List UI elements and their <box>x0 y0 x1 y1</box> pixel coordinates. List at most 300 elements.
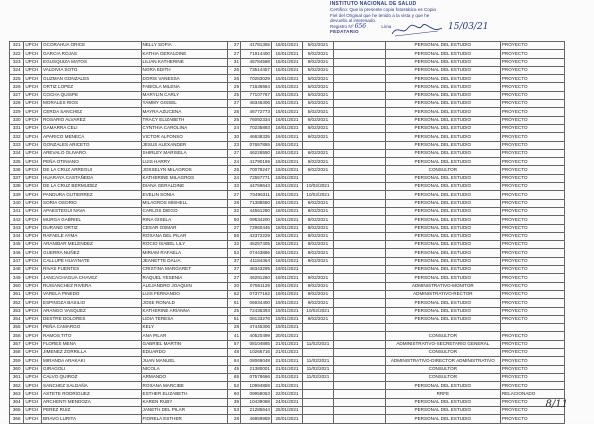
cell-document-id: 44561280 <box>241 207 272 215</box>
cell-role: PERSONAL DEL ESTUDIO <box>385 382 500 390</box>
cell-document-id: 46638335 <box>241 133 272 141</box>
cell-blank <box>333 183 385 191</box>
cell-role: PERSONAL DEL ESTUDIO <box>385 83 500 91</box>
cell-blank <box>333 340 385 348</box>
cell-end-date <box>302 407 333 415</box>
cell-first-name: NORA EDITH <box>141 66 227 74</box>
cell-document-id: 07443886 <box>241 249 272 257</box>
cell-institution: UPCH <box>24 91 42 99</box>
cell-document-id: 44759643 <box>241 183 272 191</box>
cell-category: PROYECTO <box>500 149 564 157</box>
cell-role: PERSONAL DEL ESTUDIO <box>385 75 500 83</box>
cell-institution: UPCH <box>24 299 42 307</box>
cell-age: 28 <box>227 199 240 207</box>
cell-last-name: RUISANCHEZ RIVERA <box>42 282 142 290</box>
cell-blank <box>333 249 385 257</box>
cell-blank <box>333 91 385 99</box>
cell-start-date: 15/01/2021 <box>272 66 303 74</box>
cell-first-name: KAREN RUBY <box>141 398 227 406</box>
cell-first-name: CRISTINA MARGARET <box>141 266 227 274</box>
table-row <box>10 324 565 332</box>
cell-role: PERSONAL DEL ESTUDIO <box>385 191 500 199</box>
cell-start-date: 16/01/2021 <box>272 191 303 199</box>
cell-institution: UPCH <box>24 407 42 415</box>
cell-age: 29 <box>227 83 240 91</box>
cell-blank <box>333 166 385 174</box>
cell-document-id: 46226550 <box>241 149 272 157</box>
cell-category: PROYECTO <box>500 100 564 108</box>
cell-role: CONSULTOR <box>385 332 500 340</box>
cell-category: PROYECTO <box>500 241 564 249</box>
cell-last-name: JIMENEZ ZORRILLA <box>42 348 142 356</box>
cell-end-date <box>302 348 333 356</box>
cell-category: RELACIONADO <box>500 390 564 398</box>
cell-role: PERSONAL DEL ESTUDIO <box>385 199 500 207</box>
cell-first-name: LIDIA TERESA <box>141 315 227 323</box>
cell-end-date <box>302 415 333 423</box>
cell-end-date <box>302 398 333 406</box>
cell-first-name: FABIOLA MILENA <box>141 83 227 91</box>
cell-category <box>500 324 564 332</box>
cell-category: PROYECTO <box>500 42 564 50</box>
cell-role: PERSONAL DEL ESTUDIO <box>385 141 500 149</box>
cell-institution: UPCH <box>24 183 42 191</box>
cell-institution: UPCH <box>24 75 42 83</box>
cell-age: 52 <box>227 382 240 390</box>
table-row <box>10 199 565 207</box>
cell-category: PROYECTO <box>500 66 564 74</box>
cell-role: PERSONAL DEL ESTUDIO <box>385 224 500 232</box>
cell-blank <box>333 257 385 265</box>
cell-role: PERSONAL DEL ESTUDIO <box>385 174 500 182</box>
cell-category: PROYECTO <box>500 274 564 282</box>
cell-end-date: 9/02/2021 <box>302 299 333 307</box>
cell-last-name: CALLUPE HUAYNATE <box>42 257 142 265</box>
table-row <box>10 183 565 191</box>
page-number-handwritten: 8/11 <box>545 399 568 410</box>
cell-blank <box>333 108 385 116</box>
cell-age: 28 <box>227 415 240 423</box>
cell-end-date: 9/02/2021 <box>302 282 333 290</box>
cell-blank <box>333 415 385 423</box>
cell-institution: UPCH <box>24 357 42 365</box>
cell-institution: UPCH <box>24 133 42 141</box>
cell-age: 25 <box>227 307 240 315</box>
cell-document-id: 07578666 <box>241 373 272 381</box>
cell-end-date: 6/02/2021 <box>302 166 333 174</box>
cell-last-name: GONZALES ARICETO <box>42 141 142 149</box>
cell-institution: UPCH <box>24 415 42 423</box>
table-row <box>10 116 565 124</box>
cell-document-id: 72960445 <box>241 224 272 232</box>
certification-stamp <box>330 2 500 40</box>
cell-age: 25 <box>227 116 240 124</box>
cell-row-number: 338 <box>10 183 24 191</box>
cell-start-date: 25/01/2021 <box>272 407 303 415</box>
cell-blank <box>333 232 385 240</box>
table-row <box>10 207 565 215</box>
cell-start-date: 18/01/2021 <box>272 249 303 257</box>
cell-start-date: 15/01/2021 <box>272 50 303 58</box>
cell-category: PROYECTO <box>500 50 564 58</box>
cell-blank <box>333 50 385 58</box>
cell-category: PROYECTO <box>500 124 564 132</box>
cell-row-number: 321 <box>10 42 24 50</box>
cell-end-date: 6/02/2021 <box>302 149 333 157</box>
cell-start-date: 15/01/2021 <box>272 42 303 50</box>
cell-age: 27 <box>227 191 240 199</box>
cell-institution: UPCH <box>24 83 42 91</box>
cell-first-name: VICTOR ALFONSO <box>141 133 227 141</box>
cell-role: PERSONAL DEL ESTUDIO <box>385 58 500 66</box>
cell-document-id: 08133276 <box>241 315 272 323</box>
cell-start-date: 16/01/2021 <box>272 141 303 149</box>
cell-end-date: 6/02/2021 <box>302 133 333 141</box>
table-row <box>10 216 565 224</box>
cell-role: RRFE <box>385 390 500 398</box>
cell-institution: UPCH <box>24 58 42 66</box>
cell-blank <box>333 274 385 282</box>
cell-start-date: 15/01/2021 <box>272 108 303 116</box>
cell-last-name: DEXTRE DOLORES <box>42 315 142 323</box>
table-row <box>10 91 565 99</box>
cell-role: PERSONAL DEL ESTUDIO <box>385 415 500 423</box>
cell-category: PROYECTO <box>500 83 564 91</box>
cell-last-name: JANCACHAGUA CHAVEZ <box>42 274 142 282</box>
cell-document-id: 40520499 <box>241 332 272 340</box>
cell-end-date: 8/02/2021 <box>302 216 333 224</box>
cell-row-number: 360 <box>10 365 24 373</box>
cell-blank <box>333 398 385 406</box>
cell-start-date: 15/01/2021 <box>272 83 303 91</box>
table-row <box>10 50 565 58</box>
cell-start-date: 18/01/2021 <box>272 241 303 249</box>
cell-first-name: MARYLIN CARLY <box>141 91 227 99</box>
table-row <box>10 149 565 157</box>
cell-end-date: 8/02/2021 <box>302 232 333 240</box>
cell-institution: UPCH <box>24 373 42 381</box>
cell-end-date: 6/02/2021 <box>302 158 333 166</box>
cell-document-id: 77107767 <box>241 91 272 99</box>
table-row <box>10 315 565 323</box>
cell-last-name: APARICO MENECA <box>42 133 142 141</box>
cell-blank <box>333 224 385 232</box>
cell-first-name: MILAGROS MISHELL <box>141 199 227 207</box>
cell-institution: UPCH <box>24 274 42 282</box>
cell-category: PROYECTO <box>500 199 564 207</box>
table-row <box>10 75 565 83</box>
cell-first-name: JOSSELYN MILAGROS <box>141 166 227 174</box>
cell-document-id: 71914400 <box>241 50 272 58</box>
cell-row-number: 335 <box>10 158 24 166</box>
cell-role: PERSONAL DEL ESTUDIO <box>385 398 500 406</box>
stamp-lima: Lima <box>381 23 392 29</box>
cell-institution: UPCH <box>24 348 42 356</box>
table-row <box>10 299 565 307</box>
cell-document-id: 07657855 <box>241 141 272 149</box>
cell-institution: UPCH <box>24 398 42 406</box>
cell-last-name: GUZMAN GONZALES <box>42 75 142 83</box>
cell-start-date: 15/01/2021 <box>272 91 303 99</box>
cell-role: ADMINISTRATIVO-RECTOR <box>385 290 500 298</box>
cell-institution: UPCH <box>24 207 42 215</box>
cell-age: 26 <box>227 66 240 74</box>
cell-last-name: OCORAHUA ORICE <box>42 42 142 50</box>
table-row <box>10 232 565 240</box>
cell-row-number: 366 <box>10 415 24 423</box>
cell-institution: UPCH <box>24 199 42 207</box>
cell-first-name: YAMMY GISSEL <box>141 100 227 108</box>
cell-end-date <box>302 382 333 390</box>
cell-row-number: 337 <box>10 174 24 182</box>
cell-first-name: EVELIN SONIA <box>141 191 227 199</box>
cell-category: PROYECTO <box>500 365 564 373</box>
cell-category: PROYECTO <box>500 183 564 191</box>
cell-institution: UPCH <box>24 266 42 274</box>
stamp-institution: INSTITUTO NACIONAL DE SALUD <box>330 1 417 7</box>
cell-role: PERSONAL DEL ESTUDIO <box>385 232 500 240</box>
cell-start-date: 21/01/2021 <box>272 348 303 356</box>
cell-row-number: 359 <box>10 357 24 365</box>
stamp-registro-value: 656 <box>354 22 367 30</box>
table-row <box>10 166 565 174</box>
cell-age: 52 <box>227 249 240 257</box>
table-row <box>10 282 565 290</box>
cell-document-id: 76092334 <box>241 116 272 124</box>
cell-role: ADMINISTRATIVO-DIRECTOR ADMINISTRATIVO <box>385 357 500 365</box>
cell-category: PROYECTO <box>500 249 564 257</box>
cell-age: 27 <box>227 224 240 232</box>
cell-last-name: HUARAYA CASTAÑEDA <box>42 174 142 182</box>
cell-category: PROYECTO <box>500 282 564 290</box>
cell-start-date: 25/01/2021 <box>272 415 303 423</box>
cell-role: PERSONAL DEL ESTUDIO <box>385 257 500 265</box>
cell-start-date: 21/01/2021 <box>272 382 303 390</box>
cell-age: 41 <box>227 332 240 340</box>
cell-age: 24 <box>227 158 240 166</box>
cell-last-name: MURGA GABRIEL <box>42 216 142 224</box>
cell-last-name: PEÑA OTINIANO <box>42 158 142 166</box>
cell-blank <box>333 207 385 215</box>
cell-category: PROYECTO <box>500 415 564 423</box>
cell-blank <box>333 382 385 390</box>
cell-role: PERSONAL DEL ESTUDIO <box>385 407 500 415</box>
cell-age: 27 <box>227 149 240 157</box>
cell-role: PERSONAL DEL ESTUDIO <box>385 116 500 124</box>
cell-start-date: 16/01/2021 <box>272 133 303 141</box>
table-row <box>10 174 565 182</box>
cell-row-number: 329 <box>10 108 24 116</box>
cell-start-date: 19/01/2021 <box>272 290 303 298</box>
cell-document-id: 21285644 <box>241 407 272 415</box>
cell-row-number: 365 <box>10 407 24 415</box>
cell-document-id: 70235893 <box>241 124 272 132</box>
cell-row-number: 346 <box>10 249 24 257</box>
cell-document-id: 41781355 <box>241 42 272 50</box>
cell-first-name: CYNTHIA CAROLINA <box>141 124 227 132</box>
cell-start-date: 16/01/2021 <box>272 183 303 191</box>
cell-age: 60 <box>227 390 240 398</box>
cell-age: 27 <box>227 100 240 108</box>
cell-last-name: GIRAGOLI <box>42 365 142 373</box>
cell-last-name: ORTIZ LOPEZ <box>42 83 142 91</box>
cell-role: PERSONAL DEL ESTUDIO <box>385 124 500 132</box>
cell-age: 26 <box>227 166 240 174</box>
cell-last-name: VALDIVIA SOTO <box>42 66 142 74</box>
table-row <box>10 58 565 66</box>
cell-first-name: LUIS HARRY <box>141 158 227 166</box>
cell-institution: UPCH <box>24 141 42 149</box>
cell-document-id: 46859959 <box>241 415 272 423</box>
cell-institution: UPCH <box>24 382 42 390</box>
cell-start-date: 18/01/2021 <box>272 232 303 240</box>
cell-start-date: 15/01/2021 <box>272 75 303 83</box>
cell-age: 57 <box>227 340 240 348</box>
cell-first-name: RAQUEL YESENIA <box>141 274 227 282</box>
cell-blank <box>333 390 385 398</box>
cell-document-id: 10266716 <box>241 348 272 356</box>
table-row <box>10 274 565 282</box>
cell-end-date: 5/02/2021 <box>302 75 333 83</box>
cell-blank <box>333 348 385 356</box>
cell-end-date: 10/02/2021 <box>302 307 333 315</box>
cell-blank <box>333 324 385 332</box>
cell-role: PERSONAL DEL ESTUDIO <box>385 91 500 99</box>
cell-document-id: 09534200 <box>241 216 272 224</box>
cell-row-number: 330 <box>10 116 24 124</box>
cell-institution: UPCH <box>24 332 42 340</box>
cell-start-date: 19/01/2021 <box>272 266 303 274</box>
cell-blank <box>333 216 385 224</box>
cell-row-number: 339 <box>10 191 24 199</box>
cell-last-name: ROSARIO ALVAREZ <box>42 116 142 124</box>
cell-age: 32 <box>227 241 240 249</box>
cell-category: PROYECTO <box>500 382 564 390</box>
cell-last-name: APAESTEGUI NAVA <box>42 207 142 215</box>
cell-category: PROYECTO <box>500 158 564 166</box>
cell-age: 53 <box>227 407 240 415</box>
cell-first-name: JANETH DEL PILAR <box>141 407 227 415</box>
cell-age: 32 <box>227 207 240 215</box>
table-row <box>10 241 565 249</box>
cell-row-number: 331 <box>10 124 24 132</box>
cell-row-number: 364 <box>10 398 24 406</box>
cell-document-id: 45784588 <box>241 58 272 66</box>
cell-row-number: 327 <box>10 91 24 99</box>
cell-role: PERSONAL DEL ESTUDIO <box>385 249 500 257</box>
cell-row-number: 345 <box>10 241 24 249</box>
table-row <box>10 398 565 406</box>
cell-start-date: 20/01/2021 <box>272 332 303 340</box>
cell-end-date: 11/02/2021 <box>302 365 333 373</box>
cell-blank <box>333 282 385 290</box>
cell-end-date <box>302 266 333 274</box>
cell-first-name: FIORELA ESTHER <box>141 415 227 423</box>
cell-end-date: 9/02/2021 <box>302 58 333 66</box>
cell-category: PROYECTO <box>500 266 564 274</box>
table-row <box>10 191 565 199</box>
cell-category: PROYECTO <box>500 224 564 232</box>
cell-category: PROYECTO <box>500 407 564 415</box>
cell-blank <box>333 42 385 50</box>
table-row <box>10 83 565 91</box>
cell-blank <box>333 307 385 315</box>
cell-row-number: 347 <box>10 257 24 265</box>
cell-age: 62 <box>227 290 240 298</box>
cell-age: 65 <box>227 373 240 381</box>
cell-category: PROYECTO <box>500 315 564 323</box>
cell-role: PERSONAL DEL ESTUDIO <box>385 207 500 215</box>
cell-first-name: EDUARDO <box>141 348 227 356</box>
cell-institution: UPCH <box>24 232 42 240</box>
cell-institution: UPCH <box>24 191 42 199</box>
cell-category: PROYECTO <box>500 299 564 307</box>
cell-age: 27 <box>227 50 240 58</box>
cell-last-name: PEÑA CAMARGO <box>42 324 142 332</box>
cell-role: PERSONAL DEL ESTUDIO <box>385 307 500 315</box>
cell-end-date: 8/02/2021 <box>302 207 333 215</box>
cell-institution: UPCH <box>24 174 42 182</box>
cell-last-name: ARANIBAR MELENDEZ <box>42 241 142 249</box>
cell-row-number: 363 <box>10 390 24 398</box>
cell-first-name: KELY <box>141 324 227 332</box>
cell-role: ADMINISTRATIVO-SECRETARIO GENERAL <box>385 340 500 348</box>
cell-institution: UPCH <box>24 116 42 124</box>
cell-age: 50 <box>227 216 240 224</box>
cell-row-number: 328 <box>10 100 24 108</box>
cell-document-id: 70078247 <box>241 166 272 174</box>
cell-last-name: DURAND ORTIZ <box>42 224 142 232</box>
cell-start-date: 18/01/2021 <box>272 207 303 215</box>
cell-category: PROYECTO <box>500 307 564 315</box>
cell-first-name: KATHERINE ARIANNA <box>141 307 227 315</box>
cell-institution: UPCH <box>24 224 42 232</box>
cell-last-name: BRAVO LURITA <box>42 415 142 423</box>
cell-end-date <box>302 174 333 182</box>
cell-document-id: 10439088 <box>241 398 272 406</box>
cell-start-date: 21/01/2021 <box>272 373 303 381</box>
stamp-date-signature: 15/03/21 <box>448 22 489 32</box>
cell-first-name: NELLY SOFIA <box>141 42 227 50</box>
cell-first-name: ANA PILAR <box>141 332 227 340</box>
cell-last-name: DE LA CRUZ BERMUDEZ <box>42 183 142 191</box>
cell-end-date: 5/02/2021 <box>302 91 333 99</box>
cell-category: PROYECTO <box>500 191 564 199</box>
cell-row-number: 358 <box>10 348 24 356</box>
cell-last-name: VARELA PINEDO <box>42 290 142 298</box>
cell-institution: UPCH <box>24 216 42 224</box>
cell-role: PERSONAL DEL ESTUDIO <box>385 42 500 50</box>
staff-roster-table <box>9 41 565 424</box>
cell-start-date: 16/01/2021 <box>272 116 303 124</box>
cell-category: PROYECTO <box>500 216 564 224</box>
cell-category: PROYECTO <box>500 166 564 174</box>
cell-institution: UPCH <box>24 166 42 174</box>
cell-institution: UPCH <box>24 257 42 265</box>
table-row <box>10 340 565 348</box>
cell-document-id: 47445306 <box>241 324 272 332</box>
cell-first-name: CESAR OSMAR <box>141 224 227 232</box>
cell-role: CONSULTOR <box>385 348 500 356</box>
table-row <box>10 66 565 74</box>
table-row <box>10 382 565 390</box>
cell-row-number: 353 <box>10 307 24 315</box>
cell-first-name: TRACY ELIZABETH <box>141 116 227 124</box>
cell-row-number: 344 <box>10 232 24 240</box>
cell-document-id: 08069048 <box>241 357 272 365</box>
cell-end-date <box>302 324 333 332</box>
cell-document-id: 46772773 <box>241 108 272 116</box>
